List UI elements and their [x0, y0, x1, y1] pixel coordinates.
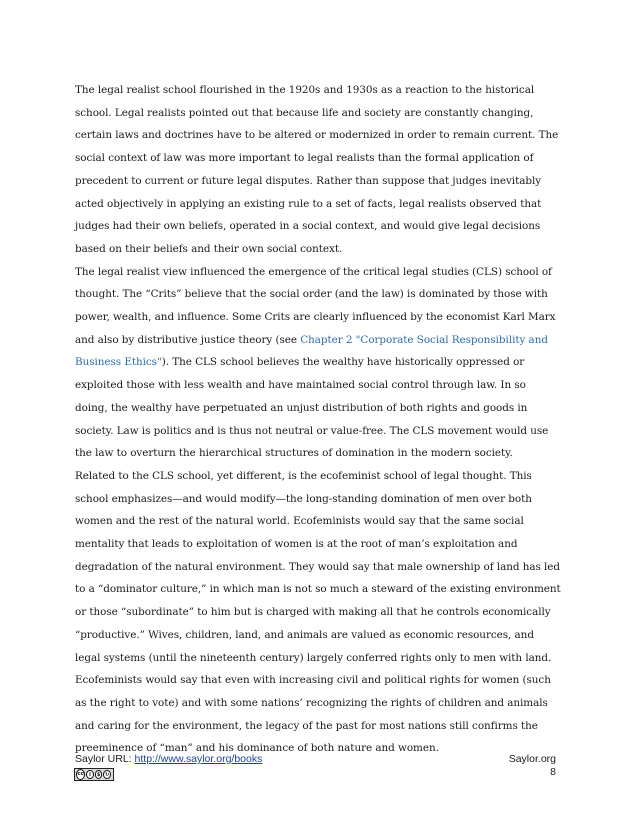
- paragraph-text-after-link: ). The CLS school believes the wealthy have historically oppressed or exploited those with less wealth and have maintained social control through law. In so doing, the wealthy have perpetuated an unjust distribution of both rights and goods in society. Law is politics and is thus not neutral or value-free. The CLS movement would use the law to overturn the hierarchical structures of domination in the modern society.: [75, 356, 549, 460]
- paragraph-text-before-link: The legal realist view influenced the emergence of the critical legal studies (CLS) school of thought. The “Crits” believe that the social order (and the law) is dominated by those with power, wealth, and influence. Some Crits are clearly influenced by the economist Karl Marx and also by distributive justice theory (see: [75, 265, 556, 346]
- footer-page-info: [509, 753, 556, 779]
- chapter-2-link[interactable]: Chapter 2 "Corporate Social Responsibility and Business Ethics": [75, 333, 548, 369]
- footer-site: Saylor.org: [508, 753, 556, 765]
- footer-prefix: Saylor URL:: [75, 753, 135, 765]
- paragraph-ecofeminist: Related to the CLS school, yet different, is the ecofeminist school of legal thought. This school emphasizes—and would modify—the long-standing domination of men over both women and the rest of the natural world. Ecofeminists would say that the same social mentality that leads to exploitation of women is at the root of man’s exploitation and degradation of the natural environment. They would say that male ownership of land has led to a “dominator culture,” in which man is not so much a steward of the existing environment or those “subordinate” to him but is charged with making all that he controls economically “productive.” Wives, children, land, and animals are valued as economic resources, and legal systems (until the nineteenth century) largely conferred rights only to men with land. Ecofeminists would say that even with increasing civil and political rights for women (such as the right to vote) and with some nations’ recognizing the rights of children and animals and caring for the environment, the legacy of the past for most nations still confirms the preeminence of “man” and his dominance of both nature and women.: [75, 469, 561, 755]
- sharealike-icon: ↻: [105, 772, 110, 778]
- footer-source: [75, 753, 262, 765]
- paragraph-legal-realist: The legal realist school flourished in the 1920s and 1930s as a reaction to the historical school. Legal realists pointed out that because life and society are constantly changing, certain laws and doctrines have to be altered or modernized in order to remain current. The social context of law was more important to legal realists than the formal application of precedent to current or future legal disputes. Rather than suppose that judges inevitably acted objectively in applying an existing rule to a set of facts, legal realists observed that judges had their own beliefs, operated in a social context, and would give legal decisions based on their beliefs and their own social context.: [75, 84, 559, 255]
- saylor-books-link[interactable]: http://www.saylor.org/books: [134, 753, 263, 765]
- page-number: 8: [550, 766, 556, 778]
- body-text: [75, 79, 561, 760]
- noncommercial-icon: $: [95, 770, 103, 779]
- paragraph-critical-legal-studies: [75, 261, 561, 465]
- creative-commons-icon[interactable]: [74, 768, 114, 781]
- cc-mark-icon: cc: [76, 769, 85, 780]
- attribution-icon: i: [86, 770, 94, 779]
